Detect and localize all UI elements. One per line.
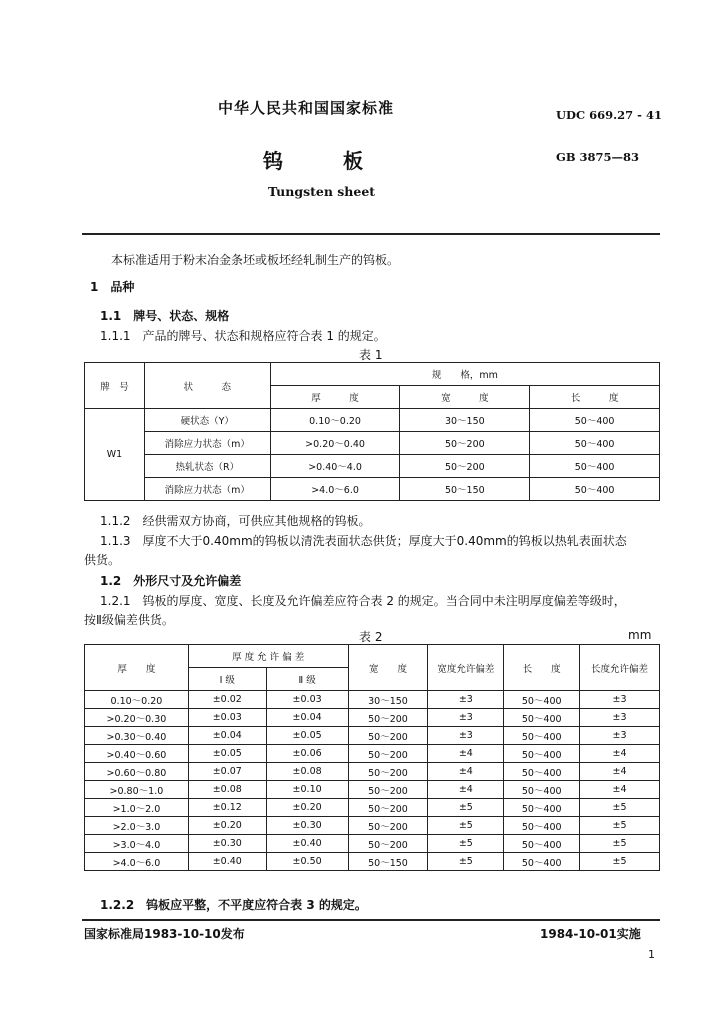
table2-width-tolerance-cell: ±3 bbox=[428, 691, 504, 709]
table2-width-cell: 50～200 bbox=[348, 835, 428, 853]
table2-grade1-cell: ±0.02 bbox=[188, 691, 266, 709]
table2-header-grade-1: Ⅰ 级 bbox=[188, 668, 266, 691]
table2-width-cell: 50～200 bbox=[348, 817, 428, 835]
table1-caption: 表 1 bbox=[359, 348, 383, 362]
table1-header-state: 状 态 bbox=[144, 363, 270, 409]
table-row bbox=[85, 745, 660, 763]
table2-grade1-cell: ±0.03 bbox=[188, 709, 266, 727]
table2-header-length-tolerance: 长度允许偏差 bbox=[580, 645, 660, 691]
table2-length-cell: 50～400 bbox=[504, 781, 580, 799]
table2-length-cell: 50～400 bbox=[504, 763, 580, 781]
table1-width-cell: 30～150 bbox=[400, 409, 530, 432]
table2-length-cell: 50～400 bbox=[504, 709, 580, 727]
table2-grade1-cell: ±0.07 bbox=[188, 763, 266, 781]
table2-grade2-cell: ±0.50 bbox=[266, 853, 348, 871]
table1-length-cell: 50～400 bbox=[530, 432, 660, 455]
table2-thickness-cell: 0.10～0.20 bbox=[85, 691, 189, 709]
table2-length-cell: 50～400 bbox=[504, 727, 580, 745]
table2-grade1-cell: ±0.04 bbox=[188, 727, 266, 745]
table2-width-tolerance-cell: ±4 bbox=[428, 763, 504, 781]
table-row bbox=[85, 478, 660, 501]
table1-header-grade: 牌 号 bbox=[85, 363, 145, 409]
section-1-2-1-text: 1.2.1 钨板的厚度、宽度、长度及允许偏差应符合表 2 的规定。当合同中未注明厚度偏差等级时， bbox=[100, 594, 626, 608]
table1-header-thickness: 厚 度 bbox=[270, 386, 400, 409]
page-number: 1 bbox=[648, 948, 655, 961]
issue-date: 国家标准局1983-10-10发布 bbox=[84, 927, 245, 941]
table-row bbox=[85, 432, 660, 455]
table2-grade2-cell: ±0.05 bbox=[266, 727, 348, 745]
table2-width-tolerance-cell: ±5 bbox=[428, 799, 504, 817]
table2-length-tolerance-cell: ±3 bbox=[580, 691, 660, 709]
table1-thickness-cell: >0.20～0.40 bbox=[270, 432, 400, 455]
gb-standard-number: GB 3875—83 bbox=[556, 150, 640, 164]
table-row bbox=[85, 691, 660, 709]
table-2 bbox=[84, 644, 660, 871]
section-1-1-3-text-cont: 供货。 bbox=[84, 553, 121, 567]
table2-grade1-cell: ±0.05 bbox=[188, 745, 266, 763]
table2-length-tolerance-cell: ±3 bbox=[580, 709, 660, 727]
table2-grade2-cell: ±0.06 bbox=[266, 745, 348, 763]
table-1 bbox=[84, 362, 660, 501]
section-1-1-3-text: 1.1.3 厚度不大于0.40mm的钨板以清洗表面状态供货；厚度大于0.40mm的钨板以热轧表面状态 bbox=[100, 534, 627, 548]
table2-length-cell: 50～400 bbox=[504, 745, 580, 763]
table-row bbox=[85, 455, 660, 478]
section-1-2-1-text-cont: 按Ⅱ级偏差供货。 bbox=[84, 613, 174, 627]
table2-header-width: 宽 度 bbox=[348, 645, 428, 691]
table-row bbox=[85, 409, 660, 432]
table2-width-tolerance-cell: ±5 bbox=[428, 835, 504, 853]
table2-grade1-cell: ±0.40 bbox=[188, 853, 266, 871]
table2-thickness-cell: >0.20～0.30 bbox=[85, 709, 189, 727]
table1-thickness-cell: >4.0～6.0 bbox=[270, 478, 400, 501]
section-1-2-2-text: 1.2.2 钨板应平整，不平度应符合表 3 的规定。 bbox=[100, 898, 367, 912]
table2-header-length: 长 度 bbox=[504, 645, 580, 691]
table1-header-width: 宽 度 bbox=[400, 386, 530, 409]
table2-length-cell: 50～400 bbox=[504, 853, 580, 871]
table-row bbox=[85, 781, 660, 799]
table2-length-cell: 50～400 bbox=[504, 799, 580, 817]
table2-length-tolerance-cell: ±5 bbox=[580, 817, 660, 835]
section-1-heading: 1 品种 bbox=[90, 280, 135, 294]
table2-header-grade-2: Ⅱ 级 bbox=[266, 668, 348, 691]
table2-grade1-cell: ±0.20 bbox=[188, 817, 266, 835]
section-1-1-1-text: 1.1.1 产品的牌号、状态和规格应符合表 1 的规定。 bbox=[100, 329, 386, 343]
table2-length-tolerance-cell: ±5 bbox=[580, 853, 660, 871]
table2-grade2-cell: ±0.04 bbox=[266, 709, 348, 727]
table2-length-cell: 50～400 bbox=[504, 817, 580, 835]
table1-thickness-cell: 0.10～0.20 bbox=[270, 409, 400, 432]
table2-grade1-cell: ±0.12 bbox=[188, 799, 266, 817]
table2-width-cell: 50～200 bbox=[348, 781, 428, 799]
table1-width-cell: 50～150 bbox=[400, 478, 530, 501]
table1-width-cell: 50～200 bbox=[400, 432, 530, 455]
effective-date: 1984-10-01实施 bbox=[540, 927, 641, 941]
table2-thickness-cell: >0.80～1.0 bbox=[85, 781, 189, 799]
table2-header-width-tolerance: 宽度允许偏差 bbox=[428, 645, 504, 691]
table2-grade2-cell: ±0.20 bbox=[266, 799, 348, 817]
table2-header-thickness: 厚 度 bbox=[85, 645, 189, 691]
table2-width-tolerance-cell: ±4 bbox=[428, 781, 504, 799]
document-subtitle: Tungsten sheet bbox=[268, 184, 376, 199]
section-1-2-heading: 1.2 外形尺寸及允许偏差 bbox=[100, 574, 242, 588]
table-row bbox=[85, 853, 660, 871]
table2-grade2-cell: ±0.10 bbox=[266, 781, 348, 799]
table1-length-cell: 50～400 bbox=[530, 478, 660, 501]
document-title: 钨 板 bbox=[263, 149, 363, 173]
table2-width-cell: 50～200 bbox=[348, 745, 428, 763]
table1-grade-cell: W1 bbox=[85, 409, 145, 501]
table2-length-tolerance-cell: ±4 bbox=[580, 781, 660, 799]
table1-state-cell: 硬状态（Y） bbox=[144, 409, 270, 432]
table2-grade1-cell: ±0.30 bbox=[188, 835, 266, 853]
table2-width-cell: 50～200 bbox=[348, 763, 428, 781]
table2-unit: mm bbox=[628, 628, 652, 642]
table2-thickness-cell: >0.40～0.60 bbox=[85, 745, 189, 763]
table1-length-cell: 50～400 bbox=[530, 455, 660, 478]
table2-thickness-cell: >1.0～2.0 bbox=[85, 799, 189, 817]
table2-width-tolerance-cell: ±4 bbox=[428, 745, 504, 763]
table2-grade2-cell: ±0.08 bbox=[266, 763, 348, 781]
table2-width-cell: 50～150 bbox=[348, 853, 428, 871]
table2-length-tolerance-cell: ±5 bbox=[580, 799, 660, 817]
table2-grade2-cell: ±0.30 bbox=[266, 817, 348, 835]
table1-width-cell: 50～200 bbox=[400, 455, 530, 478]
table2-width-tolerance-cell: ±5 bbox=[428, 817, 504, 835]
table-row bbox=[85, 835, 660, 853]
table-row bbox=[85, 709, 660, 727]
table1-state-cell: 消除应力状态（m） bbox=[144, 478, 270, 501]
udc-code: UDC 669.27 - 41 bbox=[556, 108, 662, 122]
table2-thickness-cell: >3.0～4.0 bbox=[85, 835, 189, 853]
scope-paragraph: 本标准适用于粉末冶金条坯或板坯经轧制生产的钨板。 bbox=[111, 253, 400, 267]
section-1-1-heading: 1.1 牌号、状态、规格 bbox=[100, 309, 230, 323]
table2-body bbox=[85, 691, 660, 871]
table2-length-tolerance-cell: ±4 bbox=[580, 763, 660, 781]
section-1-1-2-text: 1.1.2 经供需双方协商，可供应其他规格的钨板。 bbox=[100, 514, 371, 528]
table1-thickness-cell: >0.40～4.0 bbox=[270, 455, 400, 478]
table2-header-thickness-tolerance: 厚 度 允 许 偏 差 bbox=[188, 645, 348, 668]
table2-width-cell: 30～150 bbox=[348, 691, 428, 709]
table-row bbox=[85, 727, 660, 745]
table2-length-tolerance-cell: ±4 bbox=[580, 745, 660, 763]
table2-length-cell: 50～400 bbox=[504, 835, 580, 853]
table1-length-cell: 50～400 bbox=[530, 409, 660, 432]
footer-rule bbox=[82, 919, 660, 921]
table2-grade2-cell: ±0.40 bbox=[266, 835, 348, 853]
table1-state-cell: 热轧状态（R） bbox=[144, 455, 270, 478]
header-rule bbox=[82, 233, 660, 235]
table2-length-tolerance-cell: ±5 bbox=[580, 835, 660, 853]
table-row bbox=[85, 799, 660, 817]
table2-width-cell: 50～200 bbox=[348, 709, 428, 727]
table1-header-spec: 规 格，mm bbox=[270, 363, 659, 386]
table2-width-tolerance-cell: ±3 bbox=[428, 727, 504, 745]
table2-thickness-cell: >0.60～0.80 bbox=[85, 763, 189, 781]
table2-length-tolerance-cell: ±3 bbox=[580, 727, 660, 745]
table2-grade2-cell: ±0.03 bbox=[266, 691, 348, 709]
table2-length-cell: 50～400 bbox=[504, 691, 580, 709]
issuing-country-standard-label: 中华人民共和国国家标准 bbox=[218, 99, 395, 117]
table2-width-tolerance-cell: ±5 bbox=[428, 853, 504, 871]
table2-width-cell: 50～200 bbox=[348, 727, 428, 745]
table2-width-cell: 50～200 bbox=[348, 799, 428, 817]
table2-grade1-cell: ±0.08 bbox=[188, 781, 266, 799]
table2-thickness-cell: >2.0～3.0 bbox=[85, 817, 189, 835]
table1-state-cell: 消除应力状态（m） bbox=[144, 432, 270, 455]
table2-thickness-cell: >4.0～6.0 bbox=[85, 853, 189, 871]
table1-header-length: 长 度 bbox=[530, 386, 660, 409]
table2-caption: 表 2 bbox=[359, 630, 383, 644]
table2-width-tolerance-cell: ±3 bbox=[428, 709, 504, 727]
table-row bbox=[85, 817, 660, 835]
table2-thickness-cell: >0.30～0.40 bbox=[85, 727, 189, 745]
table-row bbox=[85, 763, 660, 781]
